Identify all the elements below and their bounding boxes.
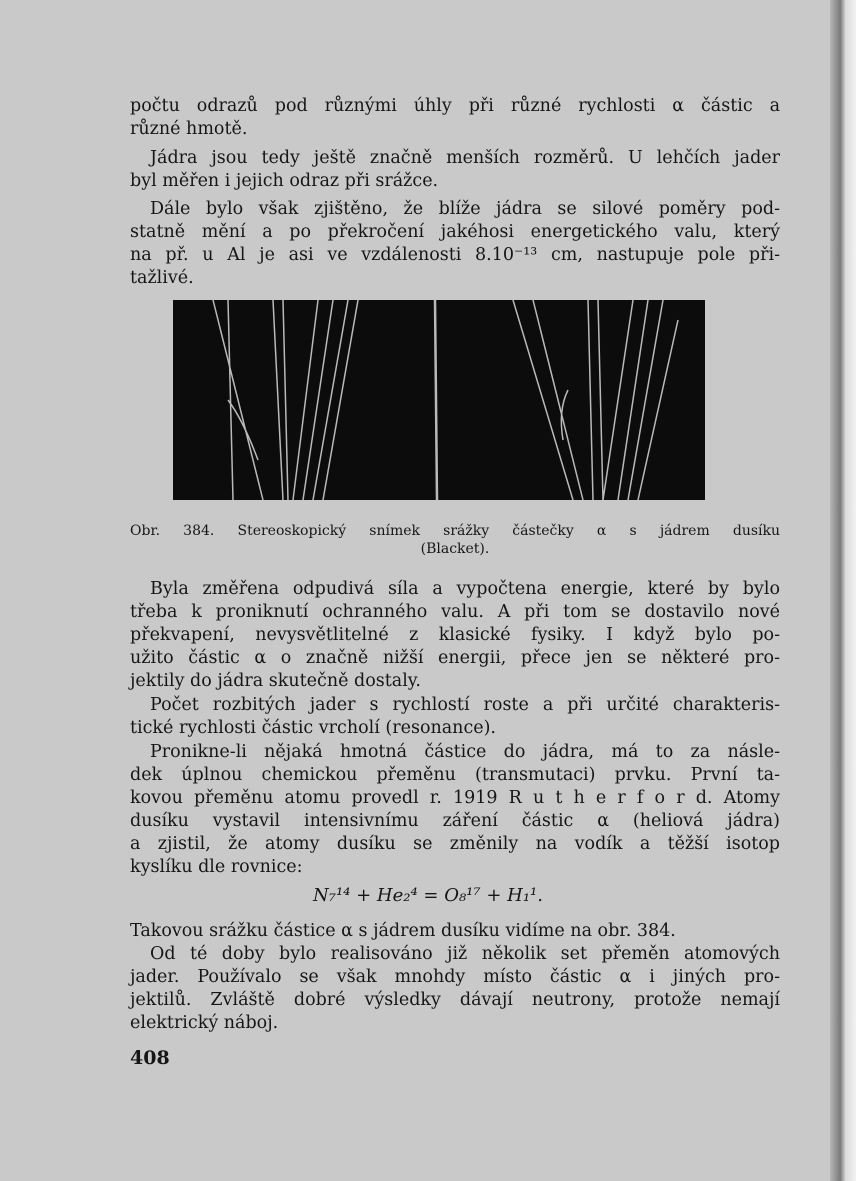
text-line: kovou přeměnu atomu provedl r. 1919 R u t h e r f o r d. Atomy xyxy=(130,788,780,808)
text-line: tažlivé. xyxy=(130,268,194,288)
figure-caption xyxy=(130,522,780,558)
caption-line: (Blacket). xyxy=(420,541,490,557)
paragraph-7 xyxy=(130,920,780,943)
paragraph-2 xyxy=(130,147,780,193)
stereoscopic-photo xyxy=(173,300,705,500)
text-line: byl měřen i jejich odraz při srážce. xyxy=(130,171,439,191)
text-line: dek úplnou chemickou přeměnu (transmutaci) prvku. První ta- xyxy=(130,765,780,785)
text-line: na př. u Al je asi ve vzdálenosti 8.10⁻¹³ cm, nastupuje pole při- xyxy=(130,245,780,265)
text-line: Dále bylo však zjištěno, že blíže jádra se silové poměry pod- xyxy=(150,199,780,219)
text-line: jektily do jádra skutečně dostaly. xyxy=(130,671,421,691)
text-line: statně mění a po překročení jakéhosi energetického valu, který xyxy=(130,222,780,242)
text-line: jektilů. Zvláště dobré výsledky dávají neutrony, protože nemají xyxy=(130,990,780,1010)
page-edge xyxy=(830,0,856,1181)
paragraph-4 xyxy=(130,578,780,693)
text-line: Počet rozbitých jader s rychlostí roste a při určité charakteris- xyxy=(150,695,780,715)
text-line: jader. Používalo se však mnohdy místo částic α i jiných pro- xyxy=(130,967,780,987)
text-line: elektrický náboj. xyxy=(130,1013,279,1033)
text-line: překvapení, nevysvětlitelné z klasické fysiky. I když bylo po- xyxy=(130,625,780,645)
particle-tracks-image xyxy=(173,300,705,500)
text-line: Jádra jsou tedy ještě značně menších rozměrů. U lehčích jader xyxy=(150,148,780,168)
text-line: a zjistil, že atomy dusíku se změnily na vodík a těžší isotop xyxy=(130,834,780,854)
text-line: Pronikne-li nějaká hmotná částice do jádra, má to za násle- xyxy=(150,742,780,762)
text-line: kyslíku dle rovnice: xyxy=(130,857,303,877)
text-line: užito částic α o značně nižší energii, přece jen se některé pro- xyxy=(130,648,780,668)
paragraph-5 xyxy=(130,694,780,740)
caption-line: Obr. 384. Stereoskopický snímek srážky částečky α s jádrem dusíku xyxy=(130,523,780,539)
paragraph-6 xyxy=(130,741,780,879)
text-line: tické rychlosti částic vrcholí (resonance). xyxy=(130,718,496,738)
text-line: třeba k proniknutí ochranného valu. A při tom se dostavilo nové xyxy=(130,602,780,622)
text-line: Takovou srážku částice α s jádrem dusíku vidíme na obr. 384. xyxy=(130,921,676,941)
nuclear-equation: N₇¹⁴ + He₂⁴ = O₈¹⁷ + H₁¹. xyxy=(312,885,543,906)
text-line: počtu odrazů pod různými úhly při různé rychlosti α částic a xyxy=(130,96,780,116)
page-number: 408 xyxy=(130,1047,170,1069)
paragraph-1 xyxy=(130,95,780,141)
paragraph-8 xyxy=(130,943,780,1035)
text-line: Byla změřena odpudivá síla a vypočtena energie, které by bylo xyxy=(150,579,780,599)
text-line: Od té doby bylo realisováno již několik set přeměn atomových xyxy=(150,944,780,964)
text-line: dusíku vystavil intensivnímu záření částic α (heliová jádra) xyxy=(130,811,780,831)
text-line: různé hmotě. xyxy=(130,119,248,139)
paragraph-3 xyxy=(130,198,780,290)
